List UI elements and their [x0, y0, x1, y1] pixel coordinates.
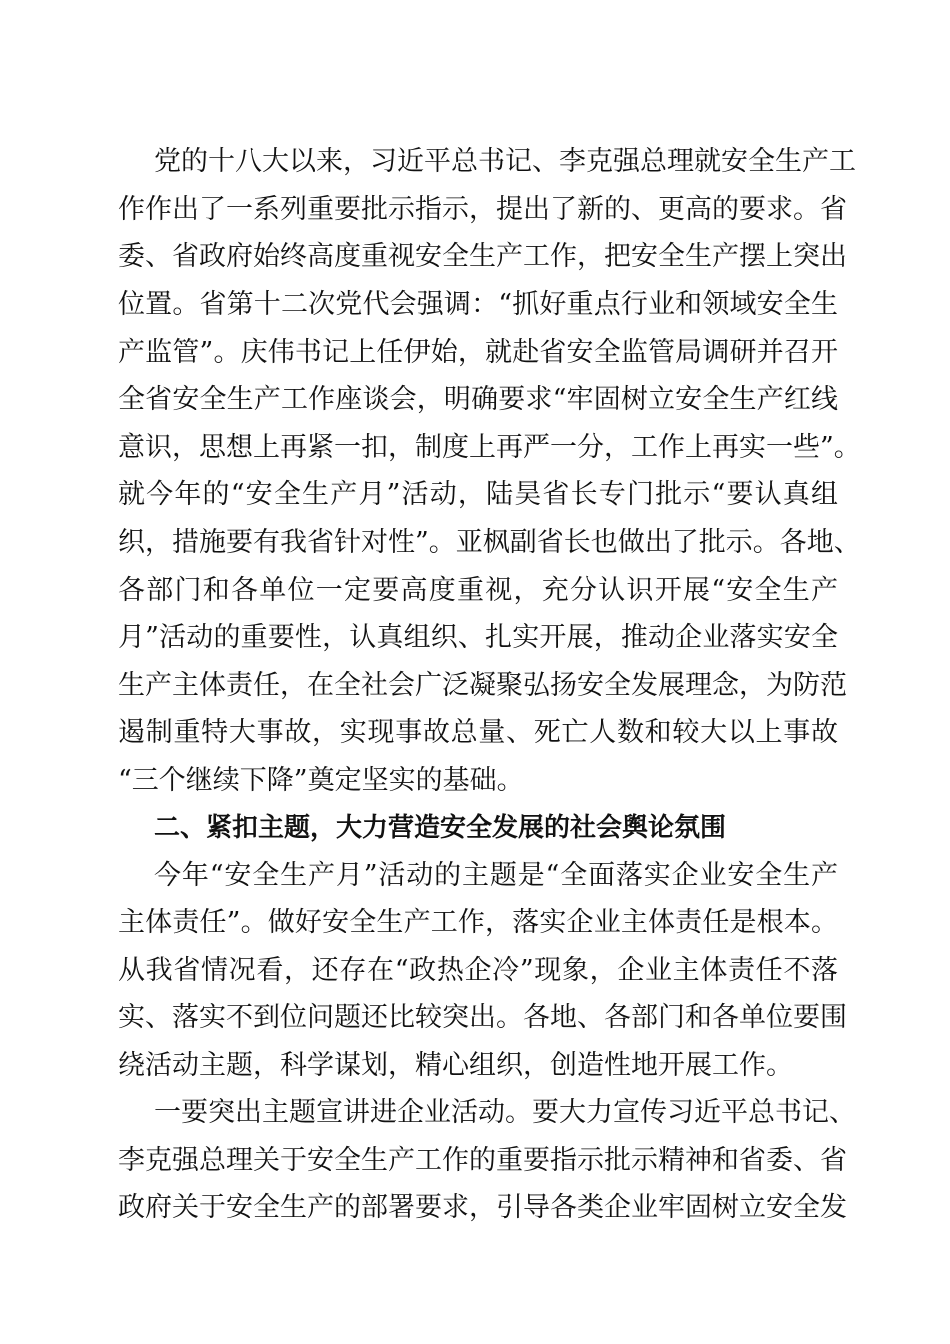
- paragraph-2-line-2: 主体责任”。做好安全生产工作，落实企业主体责任是根本。: [118, 907, 838, 938]
- paragraph-1-line-2: 作作出了一系列重要批示指示，提出了新的、更高的要求。省: [118, 194, 847, 225]
- paragraph-1-line-11: 月”活动的重要性，认真组织、扎实开展，推动企业落实安全: [118, 622, 838, 653]
- paragraph-1-line-8: 就今年的“安全生产月”活动，陆昊省长专门批示“要认真组: [118, 479, 838, 510]
- paragraph-1-line-14: “三个继续下降”奠定坚实的基础。: [118, 765, 524, 796]
- paragraph-1-line-5: 产监管”。庆伟书记上任伊始，就赴省安全监管局调研并召开: [118, 337, 838, 368]
- paragraph-2-line-5: 绕活动主题，科学谋划，精心组织，创造性地开展工作。: [118, 1050, 793, 1081]
- paragraph-1-line-12: 生产主体责任，在全社会广泛凝聚弘扬安全发展理念，为防范: [118, 670, 847, 701]
- paragraph-2-line-1: 今年“安全生产月”活动的主题是“全面落实企业安全生产: [154, 860, 838, 891]
- paragraph-1-line-6: 全省安全生产工作座谈会，明确要求“牢固树立安全生产红线: [118, 384, 838, 415]
- paragraph-1-line-9: 织，措施要有我省针对性”。亚枫副省长也做出了批示。各地、: [118, 527, 861, 558]
- section-heading-2: 二、紧扣主题，大力营造安全发展的社会舆论氛围: [154, 813, 727, 843]
- paragraph-1-line-7: 意识，思想上再紧一扣，制度上再严一分，工作上再实一些”。: [118, 432, 861, 463]
- paragraph-1-line-10: 各部门和各单位一定要高度重视，充分认识开展“安全生产: [118, 575, 838, 606]
- paragraph-1-line-13: 遏制重特大事故，实现事故总量、死亡人数和较大以上事故: [118, 717, 838, 748]
- paragraph-1-line-4: 位置。省第十二次党代会强调：“抓好重点行业和领域安全生: [118, 289, 838, 320]
- paragraph-1-line-1: 党的十八大以来，习近平总书记、李克强总理就安全生产工: [154, 146, 856, 177]
- paragraph-1-line-3: 委、省政府始终高度重视安全生产工作，把安全生产摆上突出: [118, 241, 847, 272]
- paragraph-2-line-3: 从我省情况看，还存在“政热企冷”现象，企业主体责任不落: [118, 955, 838, 986]
- paragraph-3-line-3: 政府关于安全生产的部署要求，引导各类企业牢固树立安全发: [118, 1192, 847, 1223]
- paragraph-3-line-1: 一要突出主题宣讲进企业活动。要大力宣传习近平总书记、: [154, 1097, 856, 1128]
- paragraph-3-line-2: 李克强总理关于安全生产工作的重要指示批示精神和省委、省: [118, 1145, 847, 1176]
- paragraph-2-line-4: 实、落实不到位问题还比较突出。各地、各部门和各单位要围: [118, 1002, 847, 1033]
